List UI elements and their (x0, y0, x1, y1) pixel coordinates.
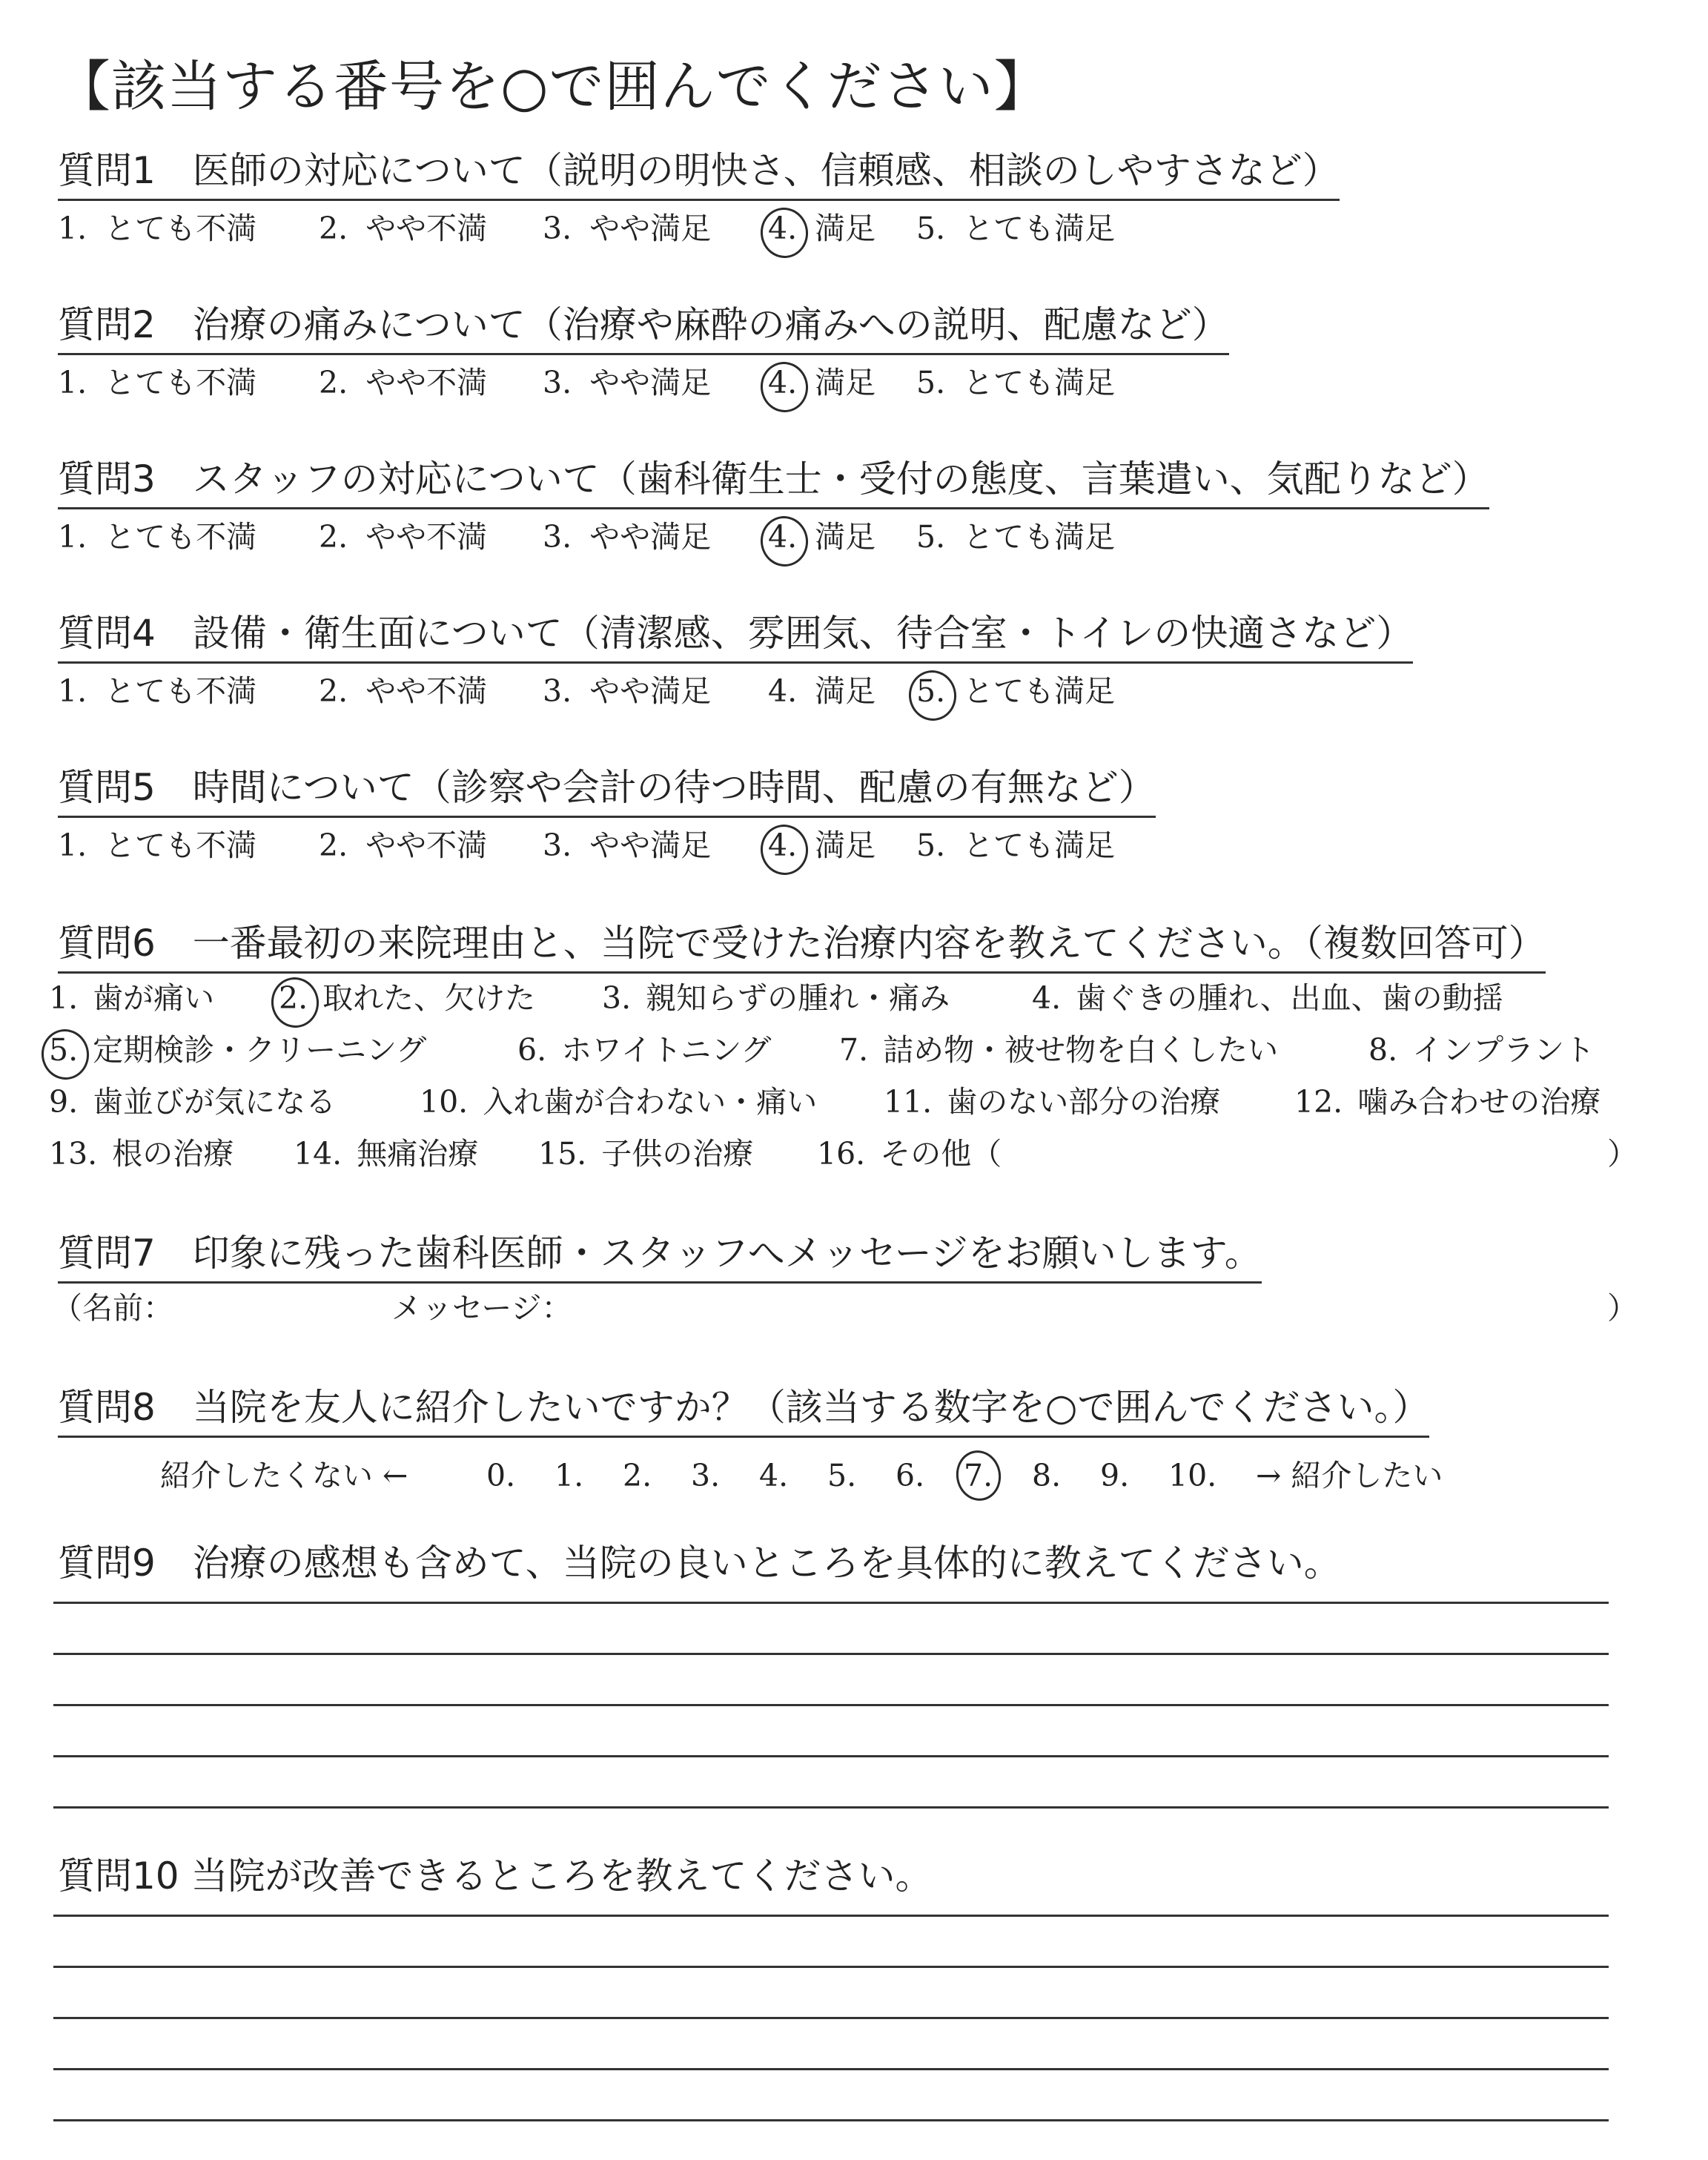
q10-answer-line[interactable] (53, 2068, 1609, 2070)
q9-answer-line[interactable] (53, 1704, 1609, 1706)
q4-option[interactable]: 4. 満足 (768, 673, 876, 709)
q5-option[interactable]: 1. とても不満 (58, 828, 257, 863)
q8-scale-number[interactable]: 2. (623, 1458, 652, 1493)
q2-option[interactable]: 1. とても不満 (58, 365, 257, 400)
q8-right-label: → 紹介したい (1256, 1458, 1443, 1493)
q6-close-paren: ） (1607, 1136, 1638, 1172)
q1-option[interactable]: 2. やや不満 (319, 211, 488, 246)
q4-option[interactable]: 5. とても満足 (916, 673, 1116, 709)
q6-option[interactable]: 14. 無痛治療 (294, 1136, 479, 1172)
q10-answer-line[interactable] (53, 2119, 1609, 2121)
q1-option[interactable]: 3. やや満足 (543, 211, 712, 246)
q6-option[interactable]: 13. 根の治療 (49, 1136, 234, 1172)
q7-name-label: （名前： (52, 1290, 173, 1326)
q10-answer-line[interactable] (53, 2017, 1609, 2019)
q9-answer-line[interactable] (53, 1602, 1609, 1604)
q9-answer-line[interactable] (53, 1806, 1609, 1809)
q8-scale-number[interactable]: 3. (691, 1458, 721, 1493)
q5-title: 質問5 時間について（診察や会計の待つ時間、配慮の有無など） (58, 765, 1156, 818)
q6-option[interactable]: 12. 噛み合わせの治療 (1294, 1084, 1601, 1120)
q1-title: 質問1 医師の対応について（説明の明快さ、信頼感、相談のしやすさなど） (58, 148, 1340, 201)
q8-scale-number[interactable]: 7. (964, 1453, 993, 1498)
q6-title: 質問6 一番最初の来院理由と、当院で受けた治療内容を教えてください。（複数回答可） (58, 921, 1546, 974)
q6-option[interactable]: 2. 取れた、欠けた (279, 980, 536, 1016)
q6-option[interactable]: 11. 歯のない部分の治療 (884, 1084, 1221, 1120)
q1-option[interactable]: 1. とても不満 (58, 211, 257, 246)
q8-scale-number[interactable]: 1. (555, 1458, 584, 1493)
q6-option[interactable]: 5. 定期検診・クリーニング (49, 1032, 427, 1068)
q6-option[interactable]: 1. 歯が痛い (49, 980, 215, 1016)
q3-option[interactable]: 3. やや満足 (543, 519, 712, 555)
q8-scale-number[interactable]: 9. (1100, 1458, 1130, 1493)
q8-scale-number[interactable]: 4. (759, 1458, 789, 1493)
q7-message-label: メッセージ： (391, 1290, 572, 1326)
q3-title: 質問3 スタッフの対応について（歯科衛生士・受付の態度、言葉遣い、気配りなど） (58, 457, 1489, 509)
q9-title: 質問9 治療の感想も含めて、当院の良いところを具体的に教えてください。 (58, 1542, 1341, 1585)
q3-option[interactable]: 2. やや不満 (319, 519, 488, 555)
q10-answer-line[interactable] (53, 1966, 1609, 1968)
q1-option[interactable]: 5. とても満足 (916, 211, 1116, 246)
q5-option[interactable]: 5. とても満足 (916, 828, 1116, 863)
q6-option[interactable]: 4. 歯ぐきの腫れ、出血、歯の動揺 (1032, 980, 1503, 1016)
q4-option[interactable]: 3. やや満足 (543, 673, 712, 709)
q8-scale-number[interactable]: 5. (827, 1458, 857, 1493)
q7-close-paren: ） (1607, 1290, 1638, 1326)
q8-scale-number[interactable]: 0. (486, 1458, 516, 1493)
q6-option[interactable]: 7. 詰め物・被せ物を白くしたい (839, 1032, 1279, 1068)
q7-title: 質問7 印象に残った歯科医師・スタッフへメッセージをお願いします。 (58, 1231, 1262, 1284)
q5-option[interactable]: 2. やや不満 (319, 828, 488, 863)
q2-title: 質問2 治療の痛みについて（治療や麻酔の痛みへの説明、配慮など） (58, 303, 1229, 355)
q2-option[interactable]: 4. 満足 (768, 365, 876, 400)
q8-scale-number[interactable]: 6. (896, 1458, 925, 1493)
q5-option[interactable]: 4. 満足 (768, 828, 876, 863)
q8-left-label: 紹介したくない ← (160, 1458, 408, 1493)
q3-option[interactable]: 5. とても満足 (916, 519, 1116, 555)
q6-option[interactable]: 3. 親知らずの腫れ・痛み (602, 980, 950, 1016)
q1-option[interactable]: 4. 満足 (768, 211, 876, 246)
q6-option[interactable]: 8. インプラント (1368, 1032, 1595, 1068)
q8-scale-number[interactable]: 8. (1032, 1458, 1062, 1493)
q6-option[interactable]: 9. 歯並びが気になる (49, 1084, 337, 1120)
q2-option[interactable]: 2. やや不満 (319, 365, 488, 400)
q10-answer-line[interactable] (53, 1915, 1609, 1917)
q2-option[interactable]: 5. とても満足 (916, 365, 1116, 400)
q4-option[interactable]: 2. やや不満 (319, 673, 488, 709)
q4-option[interactable]: 1. とても不満 (58, 673, 257, 709)
q9-answer-line[interactable] (53, 1653, 1609, 1655)
q8-scale-number[interactable]: 10. (1168, 1458, 1217, 1493)
q8-title: 質問8 当院を友人に紹介したいですか？（該当する数字を○で囲んでください。） (58, 1385, 1429, 1438)
q6-option[interactable]: 15. 子供の治療 (538, 1136, 754, 1172)
page-heading: 【該当する番号を○で囲んでください】 (56, 55, 1050, 119)
q6-option[interactable]: 16. その他（ (817, 1136, 1002, 1172)
q2-option[interactable]: 3. やや満足 (543, 365, 712, 400)
q10-title: 質問10 当院が改善できるところを教えてください。 (58, 1855, 933, 1898)
q3-option[interactable]: 1. とても不満 (58, 519, 257, 555)
q8-scale (160, 1453, 1494, 1498)
q6-option[interactable]: 6. ホワイトニング (517, 1032, 772, 1068)
q4-title: 質問4 設備・衛生面について（清潔感、雰囲気、待合室・トイレの快適さなど） (58, 611, 1413, 664)
q6-option[interactable]: 10. 入れ歯が合わない・痛い (420, 1084, 818, 1120)
q9-answer-line[interactable] (53, 1755, 1609, 1757)
q3-option[interactable]: 4. 満足 (768, 519, 876, 555)
q5-option[interactable]: 3. やや満足 (543, 828, 712, 863)
